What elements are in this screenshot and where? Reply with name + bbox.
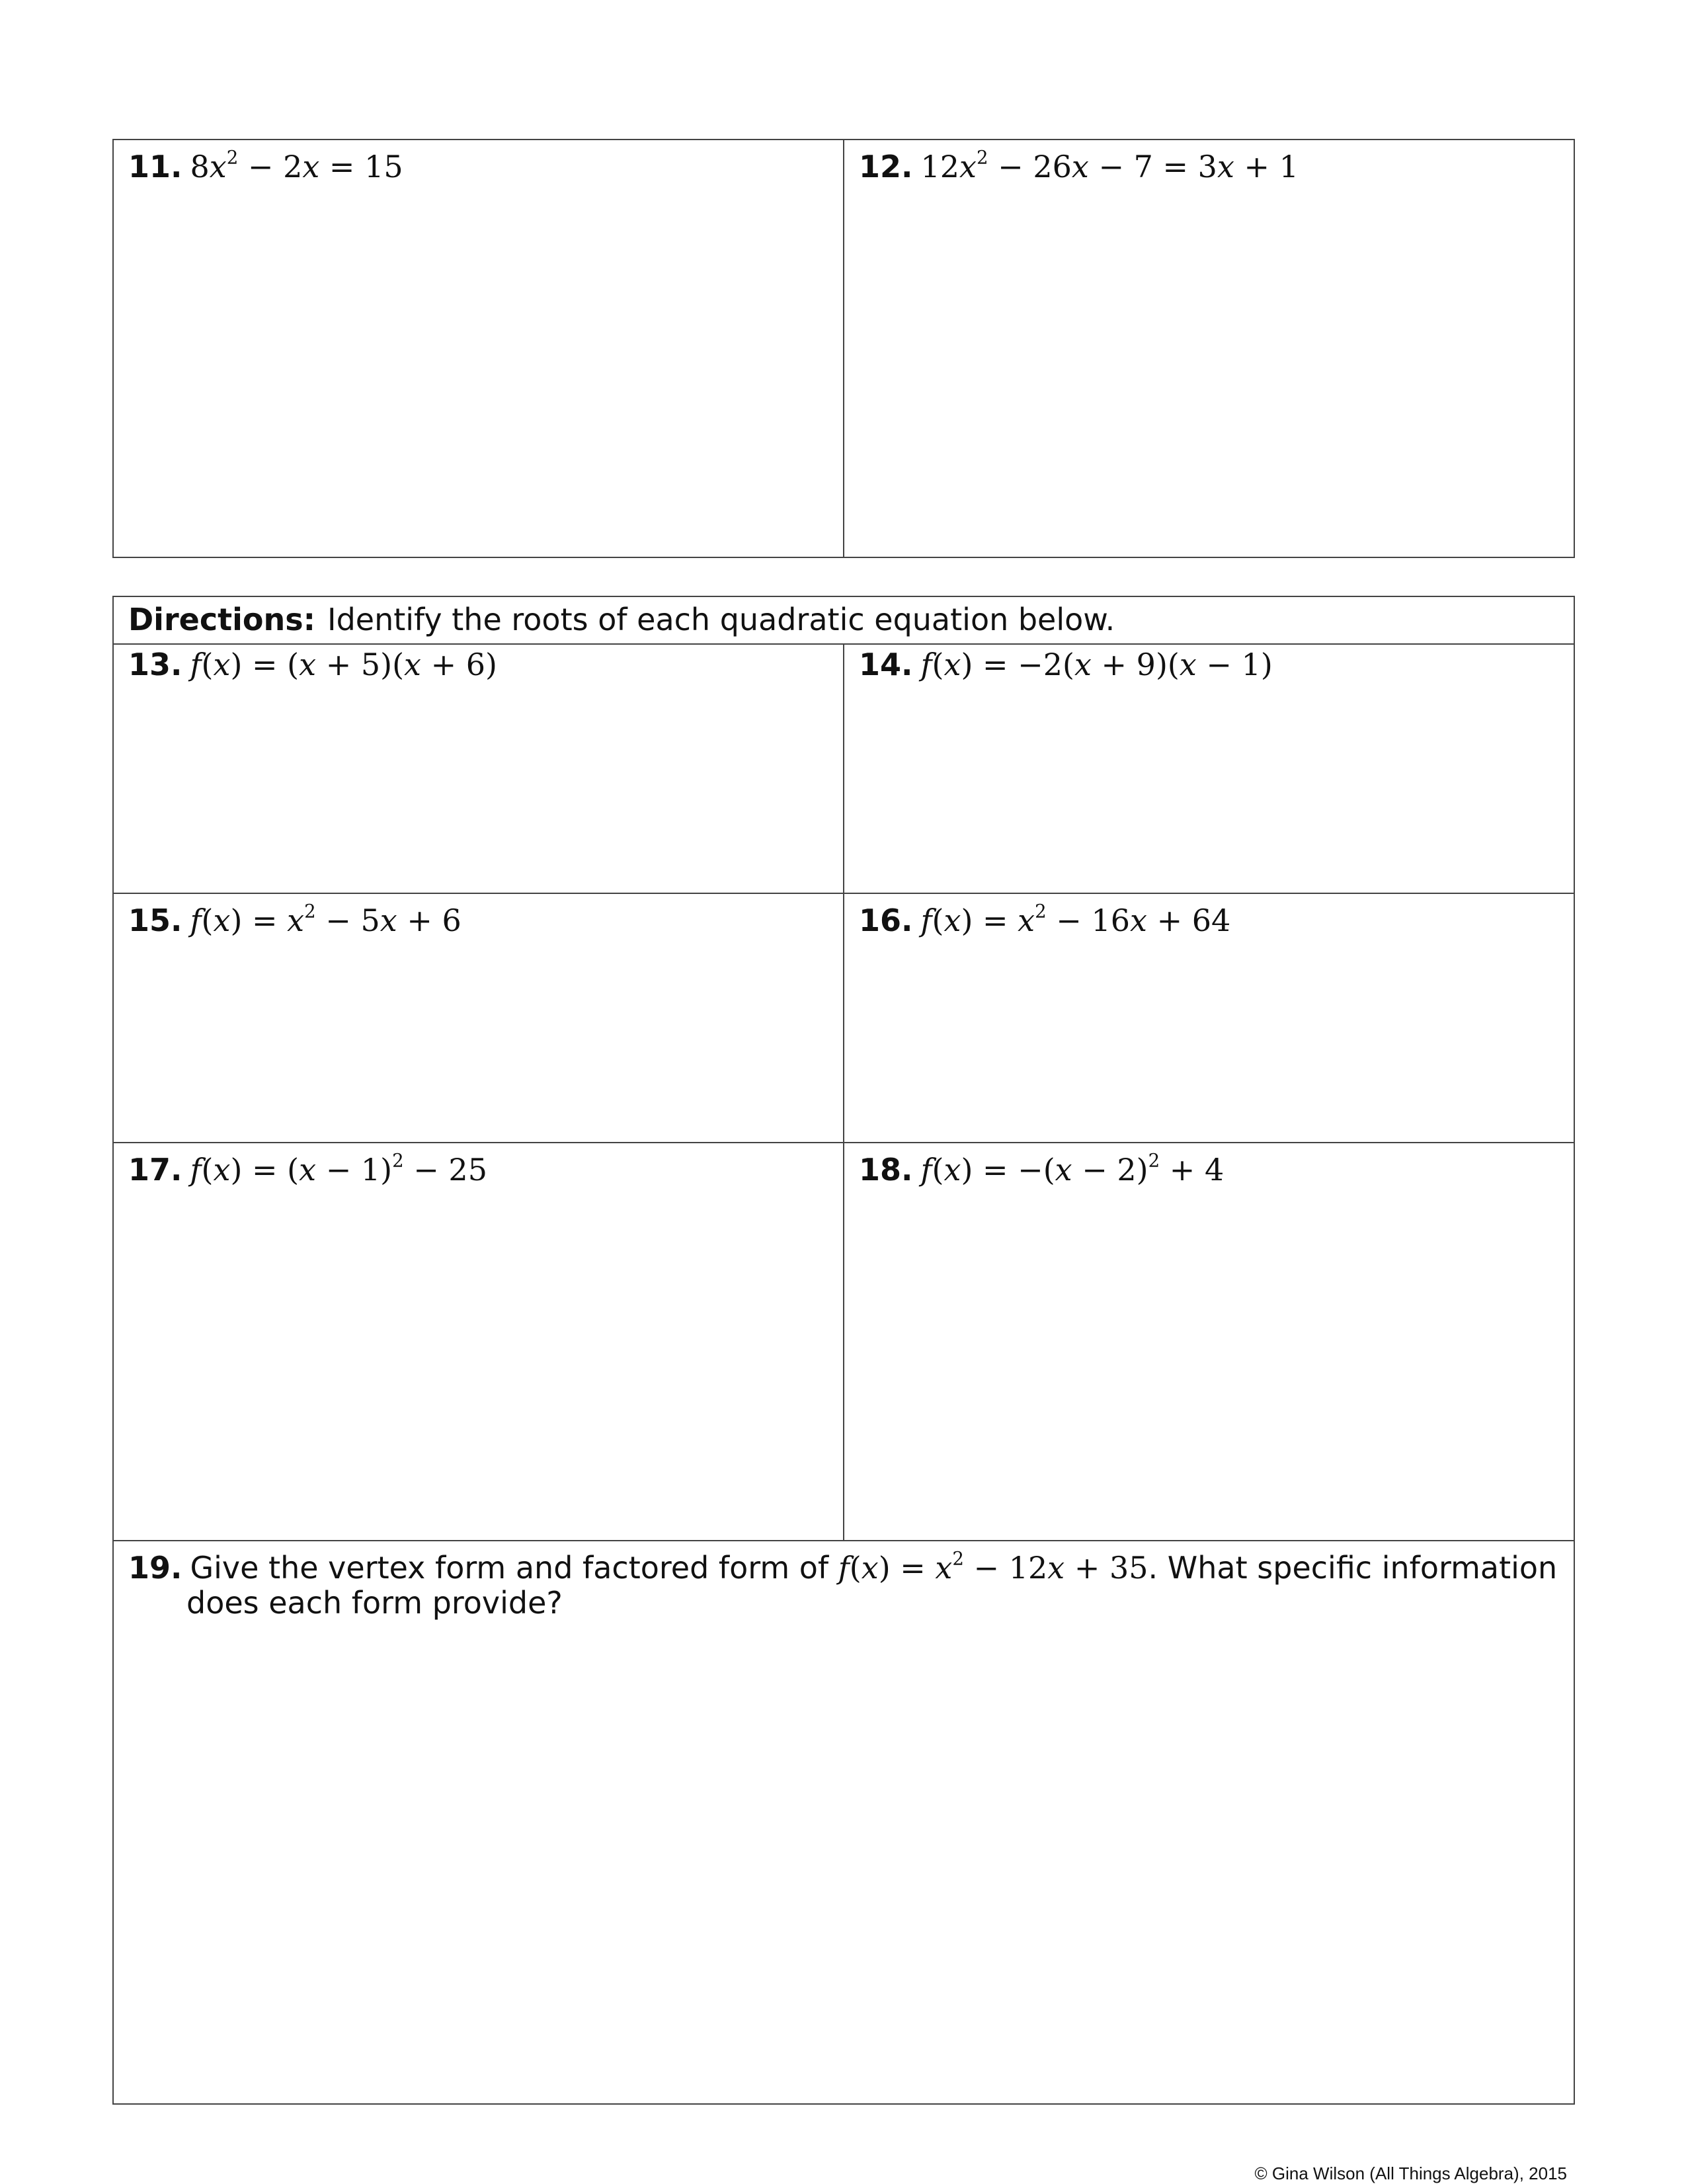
problem-19-cell [113, 1541, 1574, 2104]
problem-16-cell [844, 893, 1574, 1143]
problem-14: 14. f(x) = −2(x + 9)(x − 1) [859, 647, 1273, 682]
problem-15: 15. $f(x) = x^2 - 5x + 6$ [128, 900, 462, 938]
problem-number: 18. [859, 1152, 913, 1188]
directions-label: Directions: [128, 602, 315, 637]
problem-number: 14. [859, 647, 913, 682]
problem-17-cell [113, 1143, 844, 1541]
directions [128, 602, 1559, 637]
problem-11-cell [113, 140, 844, 557]
top-problems-table [112, 139, 1575, 558]
directions-cell [113, 596, 1574, 644]
problem-14-cell [844, 644, 1574, 893]
problem-15-cell [113, 893, 844, 1143]
problem-19-text-after: . What specific information does each form provide? [186, 1550, 1558, 1621]
problem-number: 16. [859, 903, 913, 938]
directions-text: Identify the roots of each quadratic equation below. [327, 602, 1115, 637]
problem-13-cell [113, 644, 844, 893]
problem-number: 15. [128, 903, 182, 938]
problem-18: 18. $f(x) = -(x - 2)^2 + 4$ [859, 1149, 1224, 1188]
problem-17: 17. $f(x) = (x - 1)^2 - 25$ [128, 1149, 487, 1188]
problem-number: 13. [128, 647, 182, 682]
problem-number: 19. [128, 1550, 182, 1586]
problem-13: 13. f(x) = (x + 5)(x + 6) [128, 647, 497, 682]
problem-19-text-before: Give the vertex form and factored form of [190, 1550, 829, 1586]
problem-11: 11. $8x^2 - 2x = 15$ [128, 146, 403, 184]
problem-12: 12. $12x^2 - 26x - 7 = 3x + 1$ [859, 146, 1299, 184]
problem-19: 19. Give the vertex form and factored form of $f(x) = x^2 - 12x + 35$. What specific information does each form provide? [128, 1547, 1558, 1621]
problem-number: 12. [859, 149, 913, 184]
problem-12-cell [844, 140, 1574, 557]
copyright-footer: © Gina Wilson (All Things Algebra), 2015 [1254, 2164, 1567, 2183]
problem-16: 16. $f(x) = x^2 - 16x + 64$ [859, 900, 1231, 938]
problem-number: 17. [128, 1152, 182, 1188]
problem-number: 11. [128, 149, 182, 184]
roots-problems-table [112, 596, 1575, 2105]
problem-18-cell [844, 1143, 1574, 1541]
